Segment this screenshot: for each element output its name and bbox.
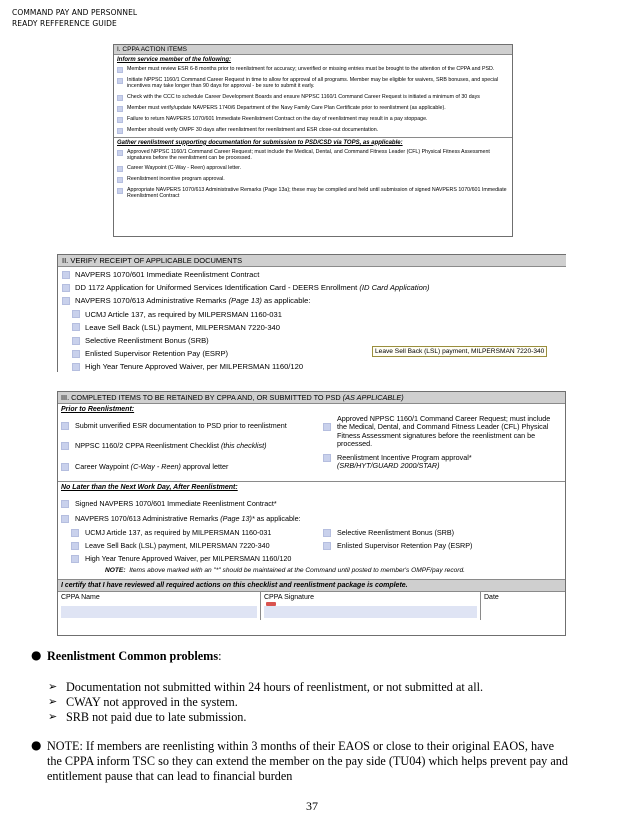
note-line: NOTE: Items above marked with an "*" should be maintained at the Command until posted to member's OMPF/pay record. [105,567,465,575]
inform-heading: Inform service member of the following: [117,57,232,63]
later-item: Signed NAVPERS 1070/601 Immediate Reenlistment Contract* [61,500,562,508]
inform-item: Initiate NPPSC 1160/1 Command Career Request in time to allow for approval of all programs. Member may be eligible for waivers, SRB bonuses, and special incentives may take longer than 90 days for approval - be sure to submit it early. [114,76,512,90]
gather-item: Reenlistment incentive program approval. [114,175,512,183]
checkbox[interactable] [323,542,331,550]
prior-item: NPPSC 1160/2 CPPA Reenlistment Checklist (this checklist) [61,442,323,450]
section-1-title: I. CPPA ACTION ITEMS [114,45,512,55]
later-sub-item: Enlisted Supervisor Retention Pay (ESRP) [323,542,472,550]
document-sub-item: UCMJ Article 137, as required by MILPERSMAN 1160-031 [72,308,566,321]
signature-row [58,592,565,620]
document-sub-item: Leave Sell Back (LSL) payment, MILPERSMAN 7220-340 [72,321,566,334]
later-sub-item: Leave Sell Back (LSL) payment, MILPERSMAN 7220-340 [71,542,323,550]
prior-items-grid [58,415,565,481]
bullet-dot-icon: ● [31,648,42,662]
checkbox[interactable] [61,442,69,450]
checkbox[interactable] [323,529,331,537]
arrow-bullet-icon: ➢ [48,710,58,723]
later-sub-item: High Year Tenure Approved Waiver, per MILPERSMAN 1160/120 [71,555,323,563]
checkbox[interactable] [117,177,123,183]
document-item: DD 1172 Application for Uniformed Services Identification Card - DEERS Enrollment (ID Card Application) [62,281,566,294]
gather-item: Approved NPPSC 1160/1 Command Career Request; must include the Medical, Dental, and Command Fitness Leader (CFL) Physical Fitness Assessment signatures before the reenlistment can be processed. [114,148,512,162]
later-heading: No Later than the Next Work Day, After Reenlistment: [61,484,238,491]
checkbox[interactable] [71,542,79,550]
document-sub-item: Enlisted Supervisor Retention Pay (ESRP) [72,347,566,360]
document-item: NAVPERS 1070/613 Administrative Remarks (Page 13) as applicable: [62,294,566,307]
tooltip-callout: Leave Sell Back (LSL) payment, MILPERSMAN 7220-340 [372,346,547,357]
cppa-signature-cell: CPPA Signature [261,592,481,620]
checkbox[interactable] [117,188,123,194]
checkbox[interactable] [323,423,331,431]
document-sub-item: High Year Tenure Approved Waiver, per MILPERSMAN 1160/120 [72,360,566,372]
checkbox[interactable] [72,310,80,318]
gather-item: Appropriate NAVPERS 1070/613 Administrative Remarks (Page 13a); these may be compiled and held until submission of signed NAVPERS 1070/601 Immediate Reenlistment Contract [114,186,512,200]
checkbox[interactable] [61,463,69,471]
checkbox[interactable] [62,297,70,305]
prior-item: Reenlistment Incentive Program approval* (SRB/HYT/GUARD 2000/STAR) [323,454,561,471]
cppa-signature-field[interactable] [264,606,477,618]
checkbox[interactable] [61,422,69,430]
inform-item: Member must review ESR 6-8 months prior to reenlistment for accuracy; unverified or missing entries must be brought to the attention of the CPPA and PSD. [114,65,512,73]
arrow-bullet-icon: ➢ [48,680,58,693]
page-number: 37 [306,799,318,813]
verify-receipt-form [57,254,566,372]
checkbox[interactable] [72,350,80,358]
document-header [12,7,137,29]
inform-item: Check with the CCC to schedule Career Development Boards and ensure NPPSC 1160/1 Command Career Request is initiated a minimum of 30 days [114,93,512,101]
arrow-bullet-icon: ➢ [48,695,58,708]
checkbox[interactable] [61,515,69,523]
checkbox[interactable] [71,529,79,537]
problem-item: CWAY not approved in the system. [66,695,238,709]
checkbox[interactable] [71,555,79,563]
cppa-action-items-form [113,44,513,237]
cppa-name-cell: CPPA Name [58,592,261,620]
completed-items-form [57,391,566,636]
certification-statement: I certify that I have reviewed all required actions on this checklist and reenlistment package is complete. [58,579,565,592]
signature-flag-icon [266,602,276,606]
prior-item: Career Waypoint (C-Way - Reen) approval letter [61,463,323,471]
later-sub-item: UCMJ Article 137, as required by MILPERSMAN 1160-031 [71,529,323,537]
checkbox[interactable] [62,284,70,292]
document-sub-item: Selective Reenlistment Bonus (SRB) [72,334,566,347]
checkbox[interactable] [72,323,80,331]
later-sub-item: Selective Reenlistment Bonus (SRB) [323,529,472,537]
checkbox[interactable] [117,78,123,84]
document-item: NAVPERS 1070/601 Immediate Reenlistment Contract [62,268,566,281]
checkbox[interactable] [72,363,80,371]
header-line-1: COMMAND PAY AND PERSONNEL [12,8,138,17]
checkbox[interactable] [117,67,123,73]
checkbox[interactable] [117,106,123,112]
section-3-title: III. COMPLETED ITEMS TO BE RETAINED BY CPPA AND, OR SUBMITTED TO PSD (AS APPLICABLE) [58,392,565,404]
section-2-title: II. VERIFY RECEIPT OF APPLICABLE DOCUMENTS [58,255,566,267]
checkbox[interactable] [61,500,69,508]
eaos-note: NOTE: If members are reenlisting within 3 months of their EAOS or close to their original EAOS, have the CPPA inform TSC so they can extend the member on the pay side (TU04) which helps prevent pay and entitlement pause that can lead to financial burden [47,739,568,783]
problem-item: SRB not paid due to late submission. [66,710,247,724]
bullet-dot-icon: ● [31,738,42,752]
checkbox[interactable] [323,454,331,462]
checkbox[interactable] [117,117,123,123]
checkbox[interactable] [117,95,123,101]
inform-item: Member must verify/update NAVPERS 1740/6 Department of the Navy Family Care Plan Certificate prior to reenlistment (as applicable). [114,104,512,112]
inform-item: Member should verify OMPF 30 days after reenlistment for reenlistment and ESR close-out documentation. [114,126,512,134]
gather-heading: Gather reenlistment supporting documentation for submission to PSD/CSD via TOPS, as applicable: [117,139,403,146]
checkbox[interactable] [117,166,123,172]
problems-heading: Reenlistment Common problems: [47,649,222,663]
checkbox[interactable] [62,271,70,279]
cppa-name-field[interactable] [61,606,257,618]
checkbox[interactable] [72,337,80,345]
prior-heading: Prior to Reenlistment: [61,406,135,413]
gather-item: Career Waypoint (C-Way - Reen) approval letter. [114,164,512,172]
checkbox[interactable] [117,128,123,134]
problem-item: Documentation not submitted within 24 hours of reenlistment, or not submitted at all. [66,680,484,694]
prior-item: Submit unverified ESR documentation to PSD prior to reenlistment [61,422,323,430]
inform-item: Failure to return NAVPERS 1070/601 Immediate Reenlistment Contract on the day of reenlistment may result in a pay stoppage. [114,115,512,123]
date-cell: Date [484,593,499,601]
checkbox[interactable] [117,150,123,156]
header-line-2: READY REFFERENCE GUIDE [12,19,117,28]
prior-item: Approved NPPSC 1160/1 Command Career Request; must include the Medical, Dental, and Command Fitness Leader (CFL) Physical Fitness Assessment signatures before the reenlistment can be processed. [323,415,561,448]
later-item: NAVPERS 1070/613 Administrative Remarks (Page 13)* as applicable: [61,515,562,523]
